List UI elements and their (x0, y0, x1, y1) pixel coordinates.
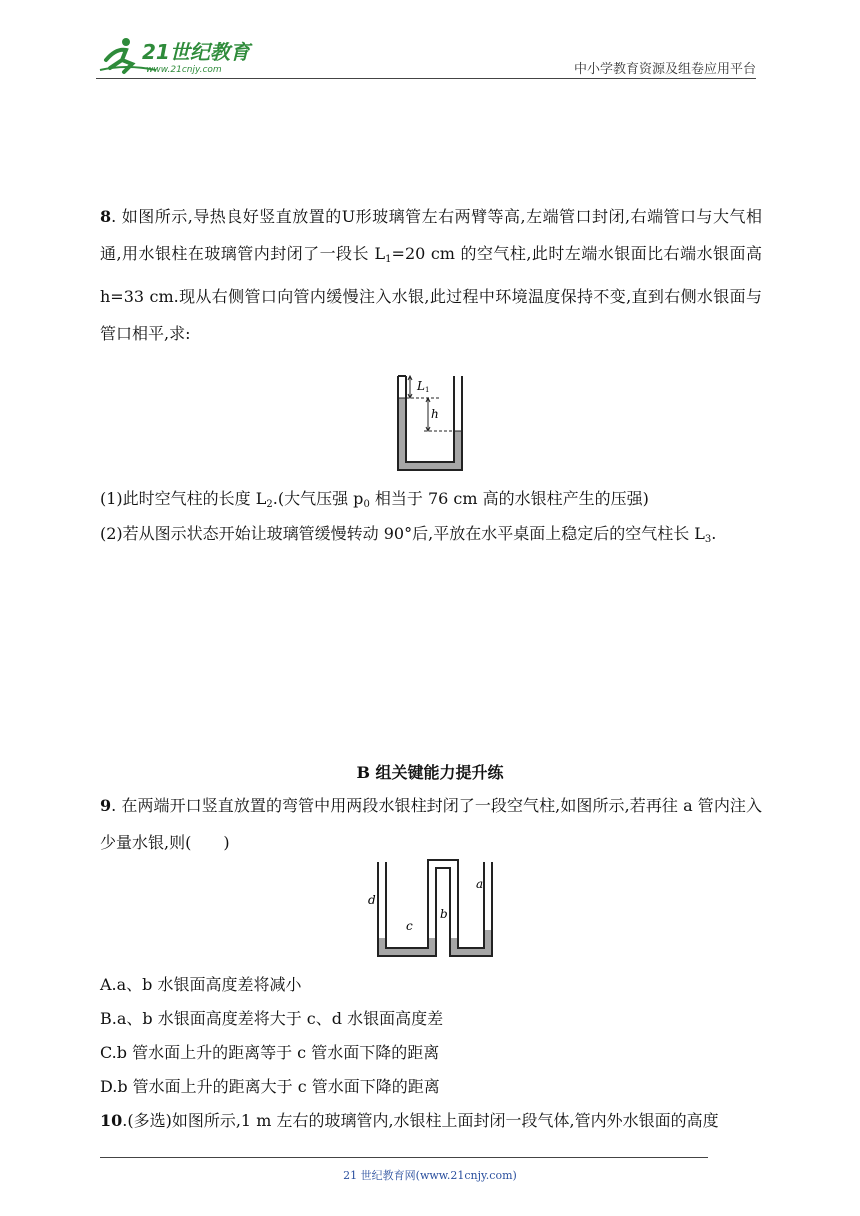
label-L: L (417, 379, 425, 393)
mercury-left (379, 938, 435, 955)
label-a: a (476, 877, 484, 891)
header-divider (96, 78, 756, 79)
option-d: D.b 管水面上升的距离大于 c 管水面下降的距离 (100, 1077, 440, 1096)
question-10: 10.(多选)如图所示,1 m 左右的玻璃管内,水银柱上面封闭一段气体,管内外水银面的高度 (100, 1111, 719, 1130)
logo-title: 21世纪教育 (142, 40, 250, 64)
bent-tube-figure (364, 858, 496, 960)
platform-name: 中小学教育资源及组卷应用平台 (573, 62, 756, 77)
footer-link[interactable]: 21 世纪教育网(www.21cnjy.com) (343, 1169, 517, 1182)
section-title: B 组关键能力提升练 (356, 763, 504, 782)
site-logo (96, 34, 266, 76)
mercury-right (450, 930, 492, 955)
question-8-part-1: (1)此时空气柱的长度 L2.(大气压强 p0 相当于 76 cm 高的水银柱产生的压强) (100, 489, 649, 510)
logo-url: www.21cnjy.com (146, 65, 222, 75)
label-L-sub: 1 (425, 386, 430, 394)
option-c: C.b 管水面上升的距离等于 c 管水面下降的距离 (100, 1043, 440, 1062)
question-number: 9 (100, 796, 112, 815)
option-a: A.a、b 水银面高度差将减小 (100, 975, 302, 994)
mercury-column (399, 398, 461, 469)
label-h: h (431, 407, 439, 421)
question-8-part-2: (2)若从图示状态开始让玻璃管缓慢转动 90°后,平放在水平桌面上稳定后的空气柱长 L3. (100, 524, 717, 545)
question-number: 8 (100, 207, 112, 226)
u-tube-figure (390, 370, 470, 476)
option-b: B.a、b 水银面高度差将大于 c、d 水银面高度差 (100, 1009, 444, 1028)
question-9: 9. 在两端开口竖直放置的弯管中用两段水银柱封闭了一段空气柱,如图所示,若再往 a 管内注入少量水银,则( ) (100, 796, 762, 852)
question-8: 8. 如图所示,导热良好竖直放置的U形玻璃管左右两臂等高,左端管口封闭,右端管口与大气相通,用水银柱在玻璃管内封闭了一段长 L1=20 cm 的空气柱,此时左端水银面比右端水银面高 h=33 cm.现从右侧管口向管内缓慢注入水银,此过程中环境温度保持不变,直到右侧水银面与管口相平,求: (100, 207, 762, 343)
question-number: 10 (100, 1111, 123, 1130)
label-b: b (440, 907, 448, 921)
label-c: c (406, 919, 413, 933)
footer-divider (100, 1157, 708, 1158)
label-d: d (368, 893, 376, 907)
